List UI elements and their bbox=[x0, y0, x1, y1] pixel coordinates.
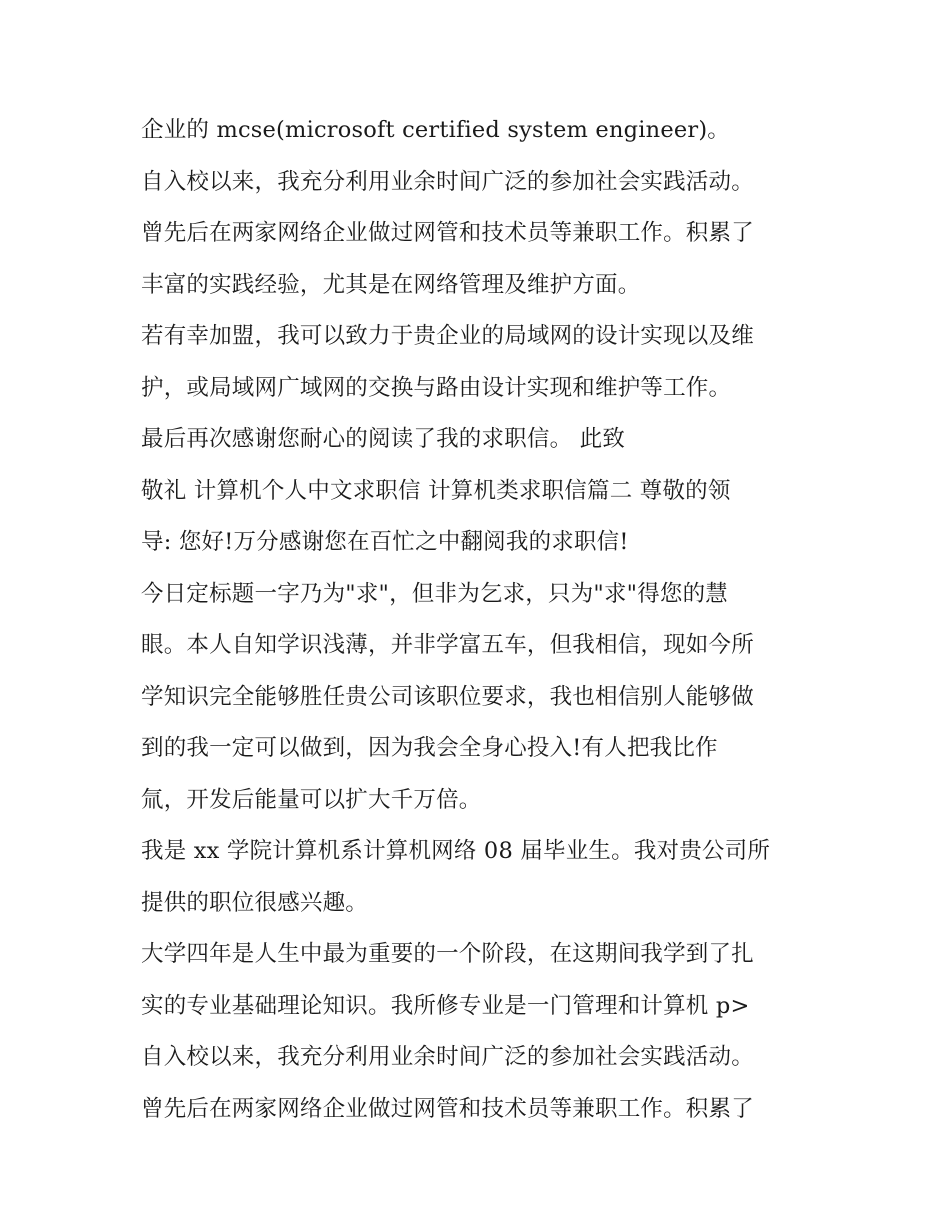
text-line: 眼。本人自知学识浅薄，并非学富五车，但我相信，现如今所 bbox=[141, 632, 754, 658]
text-line: 自入校以来，我充分利用业余时间广泛的参加社会实践活动。 bbox=[141, 168, 754, 195]
text-line: 敬礼 计算机个人中文求职信 计算机类求职信篇二 尊敬的领 bbox=[141, 477, 731, 504]
text-line: 若有幸加盟，我可以致力于贵企业的局域网的设计实现以及维 bbox=[141, 323, 754, 349]
text-line: 氚，开发后能量可以扩大千万倍。 bbox=[141, 786, 482, 813]
text-line: 今日定标题一字乃为"求"，但非为乞求，只为"求"得您的慧 bbox=[141, 580, 728, 607]
text-line: 导: 您好!万分感谢您在百忙之中翻阅我的求职信! bbox=[141, 529, 629, 555]
text-line: 学知识完全能够胜任贵公司该职位要求，我也相信别人能够做 bbox=[141, 683, 754, 710]
text-line: 到的我一定可以做到，因为我会全身心投入!有人把我比作 bbox=[141, 735, 718, 761]
text-line: 曾先后在两家网络企业做过网管和技术员等兼职工作。积累了 bbox=[141, 220, 754, 246]
text-line: 大学四年是人生中最为重要的一个阶段，在这期间我学到了扎 bbox=[141, 941, 754, 967]
text-line: 我是 xx 学院计算机系计算机网络 08 届毕业生。我对贵公司所 bbox=[141, 838, 771, 864]
text-line: 最后再次感谢您耐心的阅读了我的求职信。 此致 bbox=[141, 426, 626, 452]
text-line: 丰富的实践经验，尤其是在网络管理及维护方面。 bbox=[141, 271, 641, 298]
text-line: 护，或局域网广域网的交换与路由设计实现和维护等工作。 bbox=[141, 374, 732, 401]
document-body bbox=[141, 110, 831, 1140]
text-line: 实的专业基础理论知识。我所修专业是一门管理和计算机 p> bbox=[141, 992, 750, 1019]
text-line: 提供的职位很感兴趣。 bbox=[141, 889, 369, 916]
text-line: 自入校以来，我充分利用业余时间广泛的参加社会实践活动。 bbox=[141, 1044, 754, 1070]
text-line: 企业的 mcse(microsoft certified system engineer)。 bbox=[141, 117, 730, 143]
text-line: 曾先后在两家网络企业做过网管和技术员等兼职工作。积累了 bbox=[141, 1095, 754, 1122]
